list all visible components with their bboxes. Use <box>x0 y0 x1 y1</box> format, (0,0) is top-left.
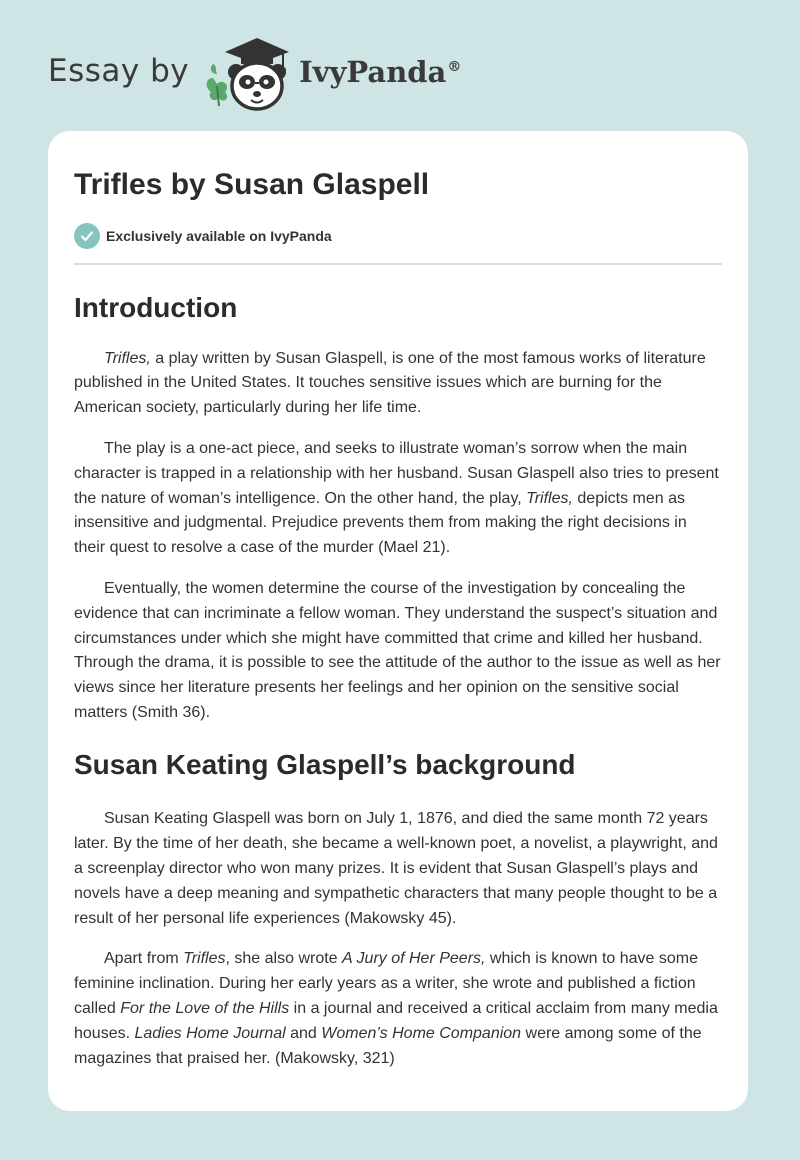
italic-title: Trifles, <box>526 489 573 507</box>
italic-title: A Jury of Her Peers, <box>342 950 486 968</box>
panda-graduate-logo-icon[interactable] <box>203 34 295 114</box>
paragraph-text: depicts men as insensitive and judgmental. Prejudice prevents them from making the right decisions in their quest to resolve a case of the murder (Mael 21). <box>74 489 687 557</box>
badge-text: Exclusively available on IvyPanda <box>106 228 332 244</box>
brand-prefix: Essay by <box>48 53 190 89</box>
registered-mark: ® <box>447 59 462 76</box>
section-heading: Susan Keating Glaspell’s background <box>74 748 576 780</box>
italic-title: Ladies Home Journal <box>134 1024 286 1042</box>
brand-name[interactable]: IvyPanda® <box>299 55 462 89</box>
italic-title: Trifles <box>183 950 226 968</box>
paragraph-text: The play is a one-act piece, and seeks to illustrate woman’s sorrow when the main character is trapped in a relationship with her husband. Susan Glaspell also tries to present the nature of woman’s intelligence. On the other hand, the play, <box>74 439 719 507</box>
paragraph <box>74 347 722 421</box>
paragraph-text: in a journal and received a critical acclaim from many media houses. <box>74 999 718 1042</box>
section-background <box>74 748 722 1072</box>
paragraph-text: Apart from <box>104 950 184 968</box>
ivy-leaf-icon <box>207 64 227 106</box>
paragraph <box>74 577 722 726</box>
paragraph-text: were among some of the magazines that praised her. (Makowsky, 321) <box>74 1024 702 1067</box>
essay-card <box>48 131 748 1111</box>
section-heading: Introduction <box>74 292 238 323</box>
paragraph-text: a play written by Susan Glaspell, is one of the most famous works of literature published in the United States. It touches sensitive issues which are burning for the American society, particularly during her life time. <box>74 349 706 417</box>
paragraph-text: , she also wrote <box>225 950 343 968</box>
paragraph <box>74 807 722 931</box>
paragraph <box>74 947 722 1071</box>
section-introduction <box>74 291 722 726</box>
paragraph-text: Susan Keating Glaspell was born on July 1, 1876, and died the same month 72 years later. By the time of her death, she became a well-known poet, a novelist, a playwright, and a screenplay director who won many prizes. It is evident that Susan Glaspell’s plays and novels have a deep meaning and sympathetic characters that many people thought to be a result of her personal life experiences (Makowsky 45). <box>74 810 718 927</box>
italic-title: For the Love of the Hills <box>120 999 290 1017</box>
paragraph-text: Eventually, the women determine the course of the investigation by concealing the evidence that can incriminate a fellow woman. They understand the suspect’s situation and circumstances under which she might have committed that crime and killed her husband. Through the drama, it is possible to see the attitude of the author to the issue as well as her views since her literature presents her feelings and her opinion on the sensitive social matters (Smith 36). <box>74 579 721 721</box>
paragraph-text: and <box>285 1024 322 1042</box>
site-header <box>48 34 461 114</box>
paragraph <box>74 437 722 561</box>
check-circle-icon <box>74 223 100 249</box>
italic-title: Trifles, <box>104 349 151 367</box>
exclusive-badge <box>74 223 722 265</box>
italic-title: Women’s Home Companion <box>321 1024 522 1042</box>
paragraph-text: which is known to have some feminine inclination. During her early years as a writer, she wrote and published a fiction called <box>74 950 699 1017</box>
page-title: Trifles by Susan Glaspell <box>74 168 430 201</box>
